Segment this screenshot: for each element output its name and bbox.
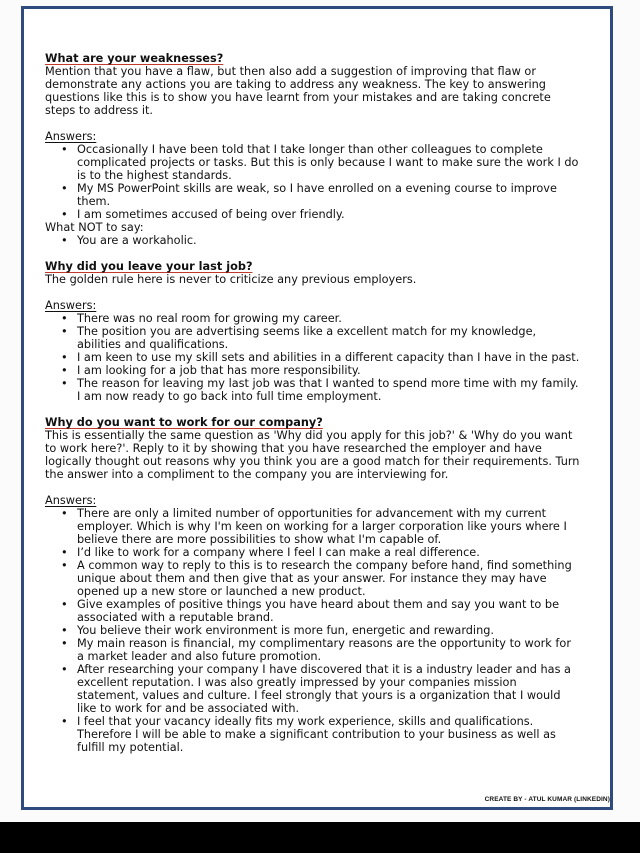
list-item: • You believe their work environment is more fun, energetic and rewarding. [77,624,580,637]
list-item: • I’d like to work for a company where I feel I can make a real difference. [77,546,580,559]
section-heading: Why do you want to work for our company? [45,416,323,429]
list-item: • You are a workaholic. [77,234,580,247]
section-why-our-company [45,416,580,754]
section-heading: Why did you leave your last job? [45,260,253,273]
list-item: • After researching your company I have discovered that it is a industry leader and has a excellent reputation. I was also greatly impressed by your companies mission statement, values and culture. I feel strongly that yours is a organization that I would like to work for and be associated with. [77,663,580,715]
section-intro: This is essentially the same question as 'Why did you apply for this job?' & 'Why do you want to work here?'. Reply to it by showing that you have researched the employer and have logically thought out reasons why you think you are a good match for their requirements. Turn the answer into a compliment to the company you are interviewing for. [45,429,580,481]
answers-list [45,312,580,403]
section-intro: The golden rule here is never to criticize any previous employers. [45,273,417,286]
answers-label: Answers: [45,299,97,312]
list-item: • Give examples of positive things you have heard about them and say you want to be associated with a reputable brand. [77,598,580,624]
not-to-say-label: What NOT to say: [45,221,144,234]
section-weaknesses [45,52,580,247]
answers-list [45,507,580,754]
list-item: • A common way to reply to this is to research the company before hand, find something unique about them and then give that as your answer. For instance they may have opened up a new store or launched a new product. [77,559,580,598]
list-item: • I feel that your vacancy ideally fits my work experience, skills and qualifications. Therefore I will be able to make a significant contribution to your business as well as fulfill my potential. [77,715,580,754]
list-item: • I am sometimes accused of being over friendly. [77,208,580,221]
answers-list [45,143,580,221]
section-heading: What are your weaknesses? [45,52,224,65]
list-item: • My main reason is financial, my complimentary reasons are the opportunity to work for a market leader and also future promotion. [77,637,580,663]
list-item: • There was no real room for growing my career. [77,312,580,325]
list-item: • Occasionally I have been told that I take longer than other colleagues to complete complicated projects or tasks. But this is only because I want to make sure the work I do is to the highest standards. [77,143,580,182]
section-intro: Mention that you have a flaw, but then also add a suggestion of improving that flaw or demonstrate any actions you are taking to address any weakness. The key to answering questions like this is to show you have learnt from your mistakes and are taking concrete steps to address it. [45,65,551,117]
author-credit: CREATE BY - ATUL KUMAR (LINKEDIN) [484,796,610,803]
answers-label: Answers: [45,494,97,507]
list-item: • I am looking for a job that has more responsibility. [77,364,580,377]
list-item: • There are only a limited number of opportunities for advancement with my current employer. Which is why I'm keen on working for a larger corporation like yours where I believe there are more possibilities to show what I'm capable of. [77,507,580,546]
list-item: • My MS PowerPoint skills are weak, so I have enrolled on a evening course to improve them. [77,182,580,208]
document-content [45,52,580,767]
section-leave-last-job [45,260,580,403]
not-to-say-list [45,234,580,247]
list-item: • The reason for leaving my last job was that I wanted to spend more time with my family. I am now ready to go back into full time employment. [77,377,580,403]
answers-label: Answers: [45,130,97,143]
list-item: • I am keen to use my skill sets and abilities in a different capacity than I have in the past. [77,351,580,364]
list-item: • The position you are advertising seems like a excellent match for my knowledge, abilities and qualifications. [77,325,580,351]
